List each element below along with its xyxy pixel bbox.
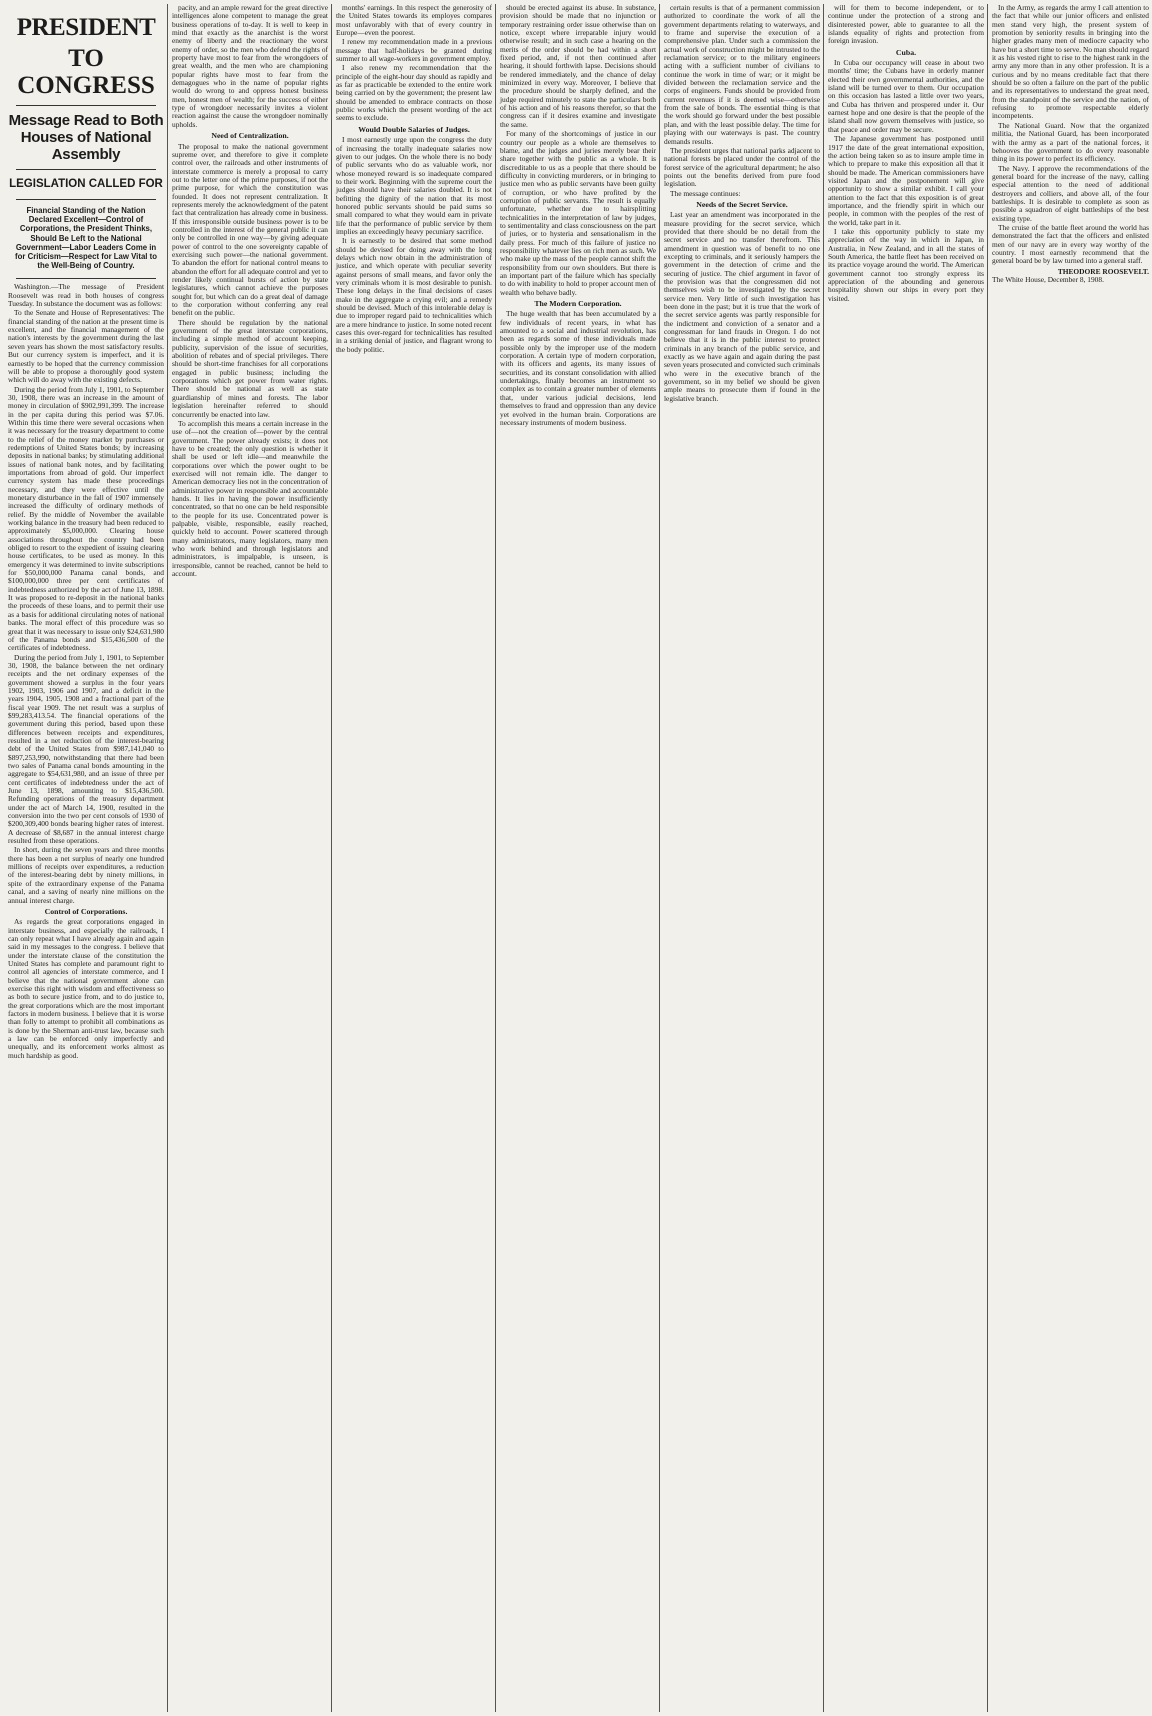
article-paragraph: pacity, and an ample reward for the great directive intelligences alone competent to manage the great business operations of to-day. It is well to keep in mind that exactly as the anarchist is the worst enemy of liberty and the reactionary the worst enemy of order, so the men who defend the rights of property have most to fear from the wrongdoers of great wealth, and the men who are championing popular rights have most to fear from the demagogues who in the name of popular rights would do wrong to and oppress honest business men, honest men of wealth; for the success of either type of wrongdoer necessarily invites a violent reaction against the cause the wrongdoer nominally upholds. bbox=[172, 3, 328, 129]
article-paragraph: The Navy. I approve the recommendations of the general board for the increase of the navy, calling especial attention to the need of additional destroyers and colliers, and above all, of the four battleships. It is desirable to complete as soon as possible a squadron of eight battleships of the best existing type. bbox=[992, 163, 1149, 223]
article-paragraph: certain results is that of a permanent commission authorized to coordinate the work of all the government departments relating to waterways, and to frame and supervise the execution of a comprehensive plan. Under such a commission the actual work of construction might be intrusted to the reclamation service; or to the military engineers acting with a sufficient number of civilians to continue the work in time of war; or it might be divided between the reclamation service and the corps of engineers. Funds should be provided from current revenues if it is deemed wise—otherwise from the sale of bonds. The essential thing is that the work should go forward under the best possible plan, and with the least possible delay. The time for playing with our waterways is past. The country demands results. bbox=[664, 3, 820, 146]
column-5-body bbox=[664, 4, 820, 403]
headline-line-1: PRESIDENT bbox=[16, 14, 156, 41]
article-paragraph: In the Army, as regards the army I call attention to the fact that while our junior officers and enlisted men stand very high, the present system of promotion by seniority results in bringing into the higher grades many men of mediocre capacity who have but a short time to serve. No man should regard it as his vested right to rise to the highest rank in the army any more than in any other profession. It is a curious and by no means creditable fact that there should be so often a failure on the part of the public and its representatives to understand the great need, from the standpoint of the service and the nation, of refusing to promote respectable elderly incompetents. bbox=[992, 3, 1149, 121]
section-subheading: The Modern Corporation. bbox=[534, 299, 622, 309]
section-subheading: Need of Centralization. bbox=[211, 131, 289, 141]
divider bbox=[16, 169, 156, 170]
deck-primary: Message Read to Both Houses of National Assembly bbox=[8, 112, 164, 163]
column-6-body bbox=[828, 4, 984, 303]
deck-summary: Financial Standing of the Nation Declared Excellent—Control of Corporations, the President Thinks, Should Be Left to the National Government—Labor Leaders Come in for Criticism—Respect for Law Vital to the Well-Being of Country. bbox=[15, 206, 157, 271]
section-subheading: Control of Corporations. bbox=[44, 906, 128, 916]
article-paragraph: I most earnestly urge upon the congress the duty of increasing the totally inadequate salaries now given to our judges. On the whole there is no body of public servants who do as valuable work, nor whose moneyed reward is so inadequate compared to their work. Beginning with the supreme court the judges should have their salaries doubled. It is not befitting the dignity of the nation that its most honored public servants should be paid sums so small compared to what they would earn in private life that the performance of public service by them implies an exceedingly heavy pecuniary sacrifice. bbox=[336, 135, 492, 236]
deck-secondary: LEGISLATION CALLED FOR bbox=[9, 178, 163, 190]
column-2 bbox=[170, 4, 332, 1712]
article-paragraph: I renew my recommendation made in a previous message that half-holidays be granted during summer to all wage-workers in government employ. bbox=[336, 37, 492, 64]
article-paragraph: Last year an amendment was incorporated in the measure providing for the secret service, which provided that there should be no detail from the secret service and no transfer therefrom. This amendment in question was of benefit to no one excepting to criminals, and it seriously hampers the government in the detection of crime and the securing of justice. The chief argument in favor of the provision was that the congressmen did not themselves wish to be investigated by the secret service men. Very little of such investigation has been done in the past; but it is true that the work of the secret service agents was partly responsible for the indictment and conviction of a senator and a congressman for land frauds in Oregon. I do not believe that it is in the public interest to protect criminals in any branch of the public service, and exactly as we have again and again during the past seven years prosecuted and convicted such criminals who were in the executive branch of the government, so in my belief we should be given ample means to prosecute them if found in the legislative branch. bbox=[664, 210, 820, 403]
article-paragraph: In short, during the seven years and three months there has been a net surplus of nearly one hundred millions of receipts over expenditures, a reduction of the interest-bearing debt by ninety millions, in spite of the extraordinary expense of the Panama canal, and a saving of nearly nine millions on the annual interest charge. bbox=[8, 845, 164, 905]
divider bbox=[16, 199, 156, 200]
column-7-body bbox=[992, 4, 1149, 284]
section-subheading: Would Double Salaries of Judges. bbox=[358, 124, 470, 134]
section-subheading: Needs of the Secret Service. bbox=[696, 199, 788, 209]
article-paragraph: will for them to become independent, or to continue under the protection of a strong and disinterested power, able to guarantee to all the islands equality of rights and protection from foreign invasion. bbox=[828, 3, 984, 46]
column-7 bbox=[990, 4, 1152, 1712]
column-4 bbox=[498, 4, 660, 1712]
divider bbox=[16, 278, 156, 279]
article-paragraph: During the period from July 1, 1901, to September 30, 1908, there was an increase in the amount of money in circulation of $902,991,399. The increase in the per capita during this period was $7.06. Within this time there were several occasions when it was necessary for the treasury department to come to the relief of the money market by purchases or redemptions of United States bonds; by increasing deposits in national banks; by stimulating additional issues of national bank notes, and by facilitating importations from abroad of gold. Our imperfect currency system has made these proceedings necessary, and they were effective until the monetary disturbance in the fall of 1907 immensely increased the difficulty of ordinary methods of relief. By the middle of November the available working balance in the treasury had been reduced to approximately $5,000,000. Clearing house associations throughout the country had been obliged to resort to the expedient of issuing clearing house certificates, to be used as money. In this emergency it was determined to invite subscriptions for $50,000,000 Panama canal bonds, and $100,000,000 three per cent certificates of indebtedness authorized by the act of June 13, 1898. It was proposed to re-deposit in the national banks the proceeds of these loans, and to permit their use as a basis for additional circulating notes of national banks. The moral effect of this procedure was so great that it was necessary to issue only $24,631,980 of the Panama bonds and $15,436,500 of the certificates of indebtedness. bbox=[8, 384, 164, 653]
article-paragraph: should be erected against its abuse. In substance, provision should be made that no injunction or temporary restraining order issue otherwise than on notice, except where irreparable injury would otherwise result; and in such case a hearing on the merits of the order should be had within a short fixed period, and, if not then continued after hearing, it should forthwith lapse. Decisions should be rendered immediately, and the chance of delay minimized in every way. Moreover, I believe that the procedure should be sharply defined, and the judge required minutely to state the particulars both of his action and of his reasons therefor, so that the congress can if it desires examine and investigate the same. bbox=[500, 3, 656, 129]
column-5 bbox=[662, 4, 824, 1712]
article-paragraph: There should be regulation by the national government of the great interstate corporations, including a simple method of account keeping, publicity, supervision of the issue of securities, abolition of rebates and of special privileges. There should be short-time franchises for all corporations engaged in public business; including the corporations which get power from water rights. There should be national as well as state guardianship of mines and forests. The labor legislation hereinafter referred to should concurrently be enacted into law. bbox=[172, 317, 328, 419]
article-paragraph: The huge wealth that has been accumulated by a few individuals of recent years, in what has amounted to a social and industrial revolution, has been as regards some of these individuals made possible only by the improper use of the modern corporation. A certain type of modern corporation, with its officers and agents, its many issues of securities, and its constant consolidation with allied undertakings, finally becomes an instrument so complex as to contain a greater number of elements that, under various judicial decisions, lend themselves to fraud and oppression than any device yet evolved in the human brain. Corporations are necessary instruments of modern business. bbox=[500, 309, 656, 427]
column-2-body bbox=[172, 4, 328, 578]
article-paragraph: In Cuba our occupancy will cease in about two months' time; the Cubans have in orderly manner elected their own governmental authorities, and the island will be turned over to them. Our occupation on this occasion has lasted a little over two years, and Cuba has thriven and prospered under it. Our earnest hope and one desire is that the people of the island shall now govern themselves with justice, so that peace and order may be secure. bbox=[828, 58, 984, 134]
signature-place: The White House, December 8, 1908. bbox=[992, 275, 1104, 284]
article-paragraph: I take this opportunity publicly to state my appreciation of the way in which in Japan, in Australia, in New Zealand, and in all the states of South America, the battle fleet has been received on its practice voyage around the world. The American government cannot too strongly express its appreciation of the abounding and generous hospitality shown our ships in every port they visited. bbox=[828, 226, 984, 303]
article-paragraph: To accomplish this means a certain increase in the use of—not the creation of—power by the central government. The power already exists; it does not have to be created; the only question is whether it shall be used or left idle—and meanwhile the corporations over which the power ought to be exercised will not remain idle. The danger to American democracy lies not in the concentration of administrative power in responsible and accountable hands. It lies in having the power insufficiently concentrated, so that no one can be held responsible to the people for its use. Concentrated power is palpable, visible, responsible, easily reached, quickly held to account. Power scattered through many administrators, many legislators, many men who work behind and through legislators and administrators, is impalpable, is unseen, is irresponsible, cannot be reached, cannot be held to account. bbox=[172, 418, 328, 579]
article-paragraph: I also renew my recommendation that the principle of the eight-hour day should as rapidly and as far as practicable be extended to the entire work being carried on by the government; the present law should be amended to embrace contracts on those public works which the present wording of the act seems to exclude. bbox=[336, 63, 492, 123]
article-paragraph: It is earnestly to be desired that some method should be devised for doing away with the long delays which now obtain in the administration of justice, and which operate with peculiar severity against persons of small means, and favor only the very criminals whom it is most desirable to punish. These long delays in the final decisions of cases make in the aggregate a crying evil; and a remedy should be devised. Much of this intolerable delay is due to improper regard paid to technicalities which are a mere hindrance to justice. In some noted recent cases this over-regard for technicalities has resulted in a striking denial of justice, and flagrant wrong to the body politic. bbox=[336, 236, 492, 354]
article-paragraph: The president urges that national parks adjacent to national forests be placed under the control of the forest service of the agricultural department; he also points out the benefits derived from pure food legislation. bbox=[664, 145, 820, 189]
newspaper-page bbox=[6, 3, 1149, 1712]
article-paragraph: As regards the great corporations engaged in interstate business, and especially the railroads, I can only repeat what I have already again and again said in my messages to the congress. I believe that under the interstate clause of the constitution the United States has complete and paramount right to control all agencies of interstate commerce, and I believe that the national government alone can exercise this right with wisdom and effectiveness so as both to secure justice from, and to do justice to, the great corporations which are the most important factors in modern business. I believe that it is worse than folly to attempt to prohibit all combinations as is done by the Sherman anti-trust law, because such a law can be enforced only imperfectly and unequally, and its enforcement works almost as much hardship as good. bbox=[8, 917, 164, 1060]
column-4-body bbox=[500, 4, 656, 427]
headline-line-2: TO CONGRESS bbox=[17, 45, 155, 99]
article-paragraph: To the Senate and House of Representatives: The financial standing of the nation at the present time is excellent, and the financial management of the nation's interests by the government during the last seven years has shown the most satisfactory results. But our currency system is imperfect, and it is earnestly to be hoped that the currency commission will be able to propose a thoroughly good system which will do away with the existing defects. bbox=[8, 308, 164, 385]
signature: THEODORE ROOSEVELT. bbox=[1057, 266, 1149, 276]
article-paragraph: The proposal to make the national government supreme over, and therefore to give it complete control over, the railroads and other instruments of interstate commerce is merely a proposal to carry out to the letter one of the prime purposes, if not the prime purpose, for which the constitution was founded. It does not represent centralization. It represents merely the acknowledgment of the patent fact that centralization has already come in business. If this irresponsible outside business power is to be controlled in the interest of the general public it can only be controlled in one way—by giving adequate power of control to the one sovereignty capable of exercising such power—the national government. To abandon the effort for national control means to abandon the effort for all adequate control and yet to render likely continual bursts of action by state legislatures, which cannot achieve the purposes sought for, but which can do a great deal of damage to the corporation without conferring any real benefit on the public. bbox=[172, 141, 328, 318]
article-paragraph: The National Guard. Now that the organized militia, the National Guard, has been incorporated with the army as a part of the national forces, it behooves the government to do every reasonable thing in its power to perfect its efficiency. bbox=[992, 120, 1149, 164]
column-3-body bbox=[336, 4, 492, 354]
column-3 bbox=[334, 4, 496, 1712]
article-paragraph: Washington.—The message of President Roosevelt was read in both houses of congress Tuesday. In substance the document was as follows: bbox=[8, 282, 164, 309]
divider bbox=[16, 105, 156, 106]
article-paragraph: During the period from July 1, 1901, to September 30, 1908, the balance between the net ordinary receipts and the net ordinary expenses of the government showed a surplus in the four years 1902, 1903, 1906 and 1907, and a deficit in the years 1904, 1905, 1908 and a fractional part of the fiscal year 1909. The net result was a surplus of $99,283,413.54. The financial operations of the government during this period, based upon these differences between receipts and expenditures, resulted in a net reduction of the interest-bearing debt of the United States from $987,141,040 to $897,253,990, notwithstanding that there had been two sales of Panama canal bonds amounting in the aggregate to $54,631,980, and an issue of three per cent certificates of indebtedness under the act of June 13, 1898, amounting to $15,436,500. Refunding operations of the treasury department under the act of March 14, 1900, resulted in the conversion into the two per cent consols of 1930 of $200,309,400 bonds bearing higher rates of interest. A decrease of $8,687 in the annual interest charge resulted from these operations. bbox=[8, 652, 164, 846]
article-paragraph: months' earnings. In this respect the generosity of the United States towards its employes compares most unfavorably with that of every country in Europe—even the poorest. bbox=[336, 3, 492, 38]
article-paragraph: The message continues: bbox=[670, 188, 741, 198]
article-paragraph: The cruise of the battle fleet around the world has demonstrated the fact that the officers and enlisted men of our navy are in every way worthy of the country. I most earnestly recommend that the general board be by law turned into a general staff. bbox=[992, 222, 1149, 266]
article-paragraph: The Japanese government has postponed until 1917 the date of the great international exposition, the action being taken so as to insure ample time in which to prepare to make this exposition all that it should be made. The American commissioners have visited Japan and the postponement will give opportunity to show a similar exhibit. I call your attention to the fact that this exposition is of great importance, and the friendly spirit in which our people, in common with the peoples of the rest of the world, take part in it. bbox=[828, 134, 984, 227]
section-subheading: Cuba. bbox=[895, 47, 917, 57]
column-1-body bbox=[8, 283, 164, 1060]
column-1 bbox=[6, 4, 168, 1712]
column-6 bbox=[826, 4, 988, 1712]
article-paragraph: For many of the shortcomings of justice in our country our people as a whole are themselves to blame, and the judges and juries merely bear their share together with the public as a whole. It is discreditable to us as a people that there should be difficulty in convicting murderers, or in bringing to justice men who as public servants have been guilty of corruption, or who have profited by the corruption of public servants. The result is equally unfortunate, whether due to hairsplitting technicalities in the interpretation of law by judges, to sentimentality and class consciousness on the part of juries, or to hysteria and sensationalism in the daily press. For much of this failure of justice no responsibility whatever lies on rich men as such. We who make up the mass of the people cannot shift the responsibility from our own shoulders. But there is an important part of the failure which has specially to do with inability to hold to proper account men of wealth who behave badly. bbox=[500, 129, 656, 297]
